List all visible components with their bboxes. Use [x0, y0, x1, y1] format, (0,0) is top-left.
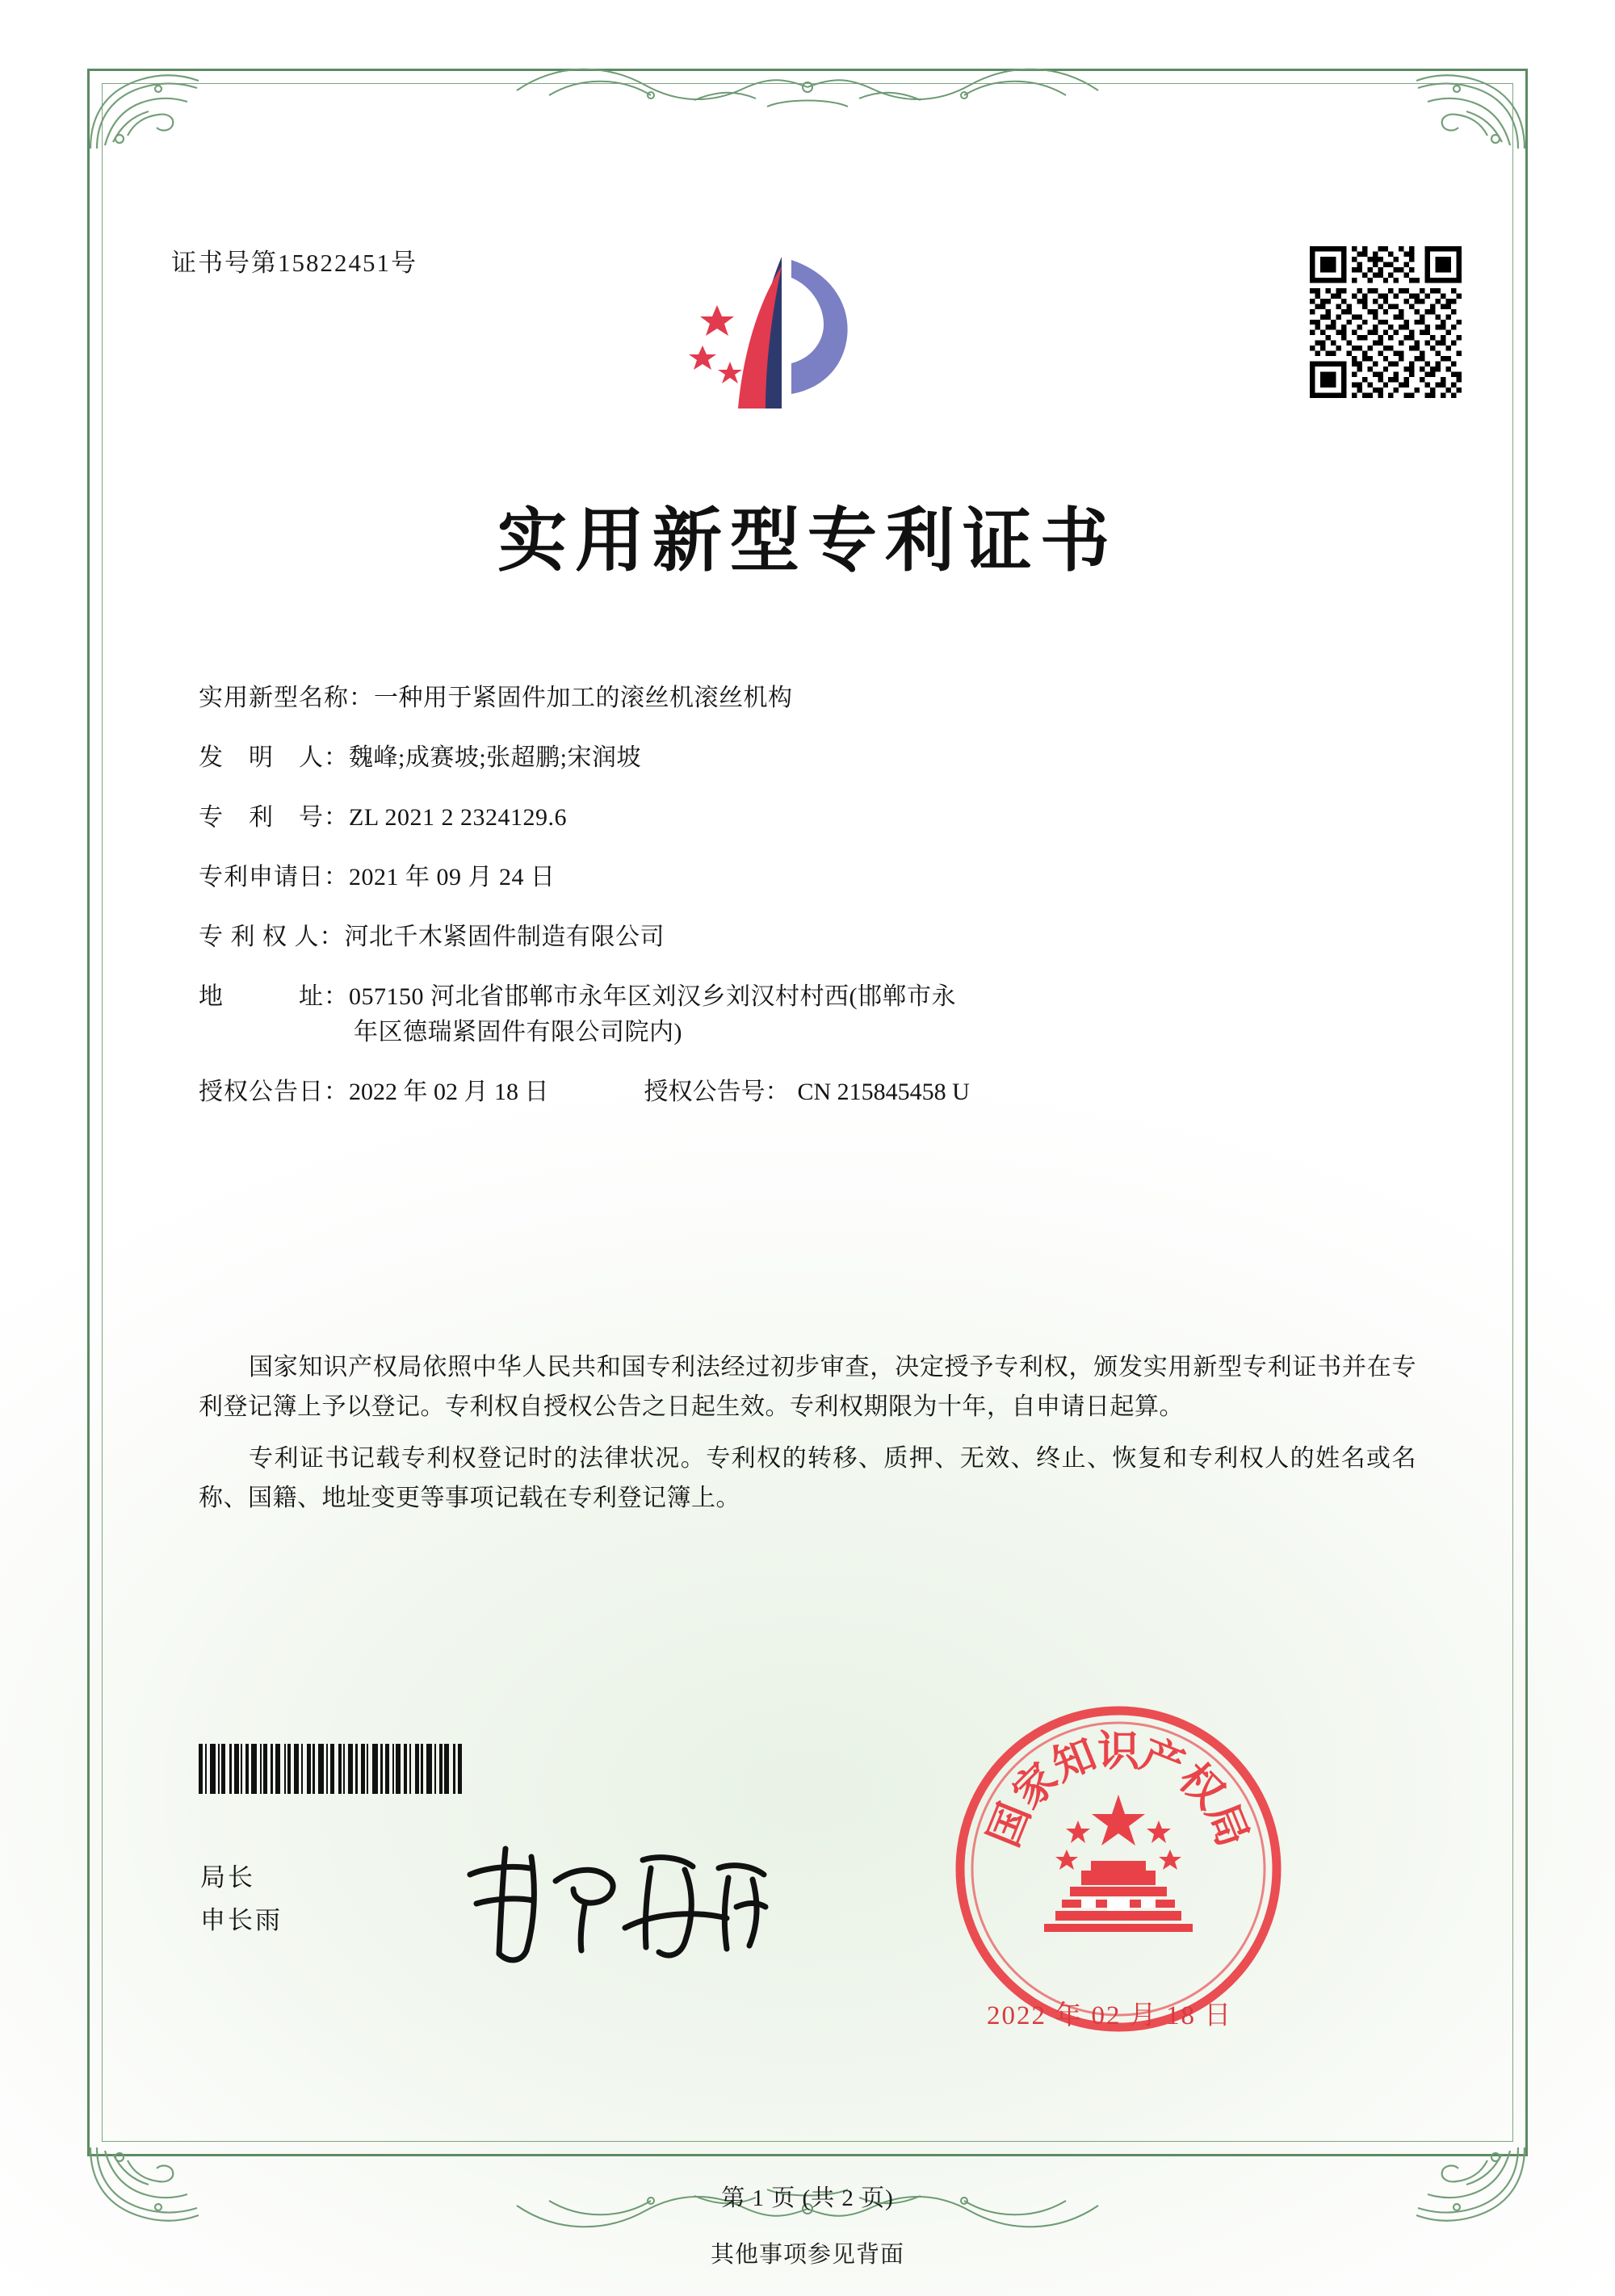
cnipa-logo	[685, 242, 895, 428]
field-value: 2021 年 09 月 24 日	[349, 864, 556, 890]
legal-paragraph-2: 专利证书记载专利权登记时的法律状况。专利权的转移、质押、无效、终止、恢复和专利权人的姓名或名称、国籍、地址变更等事项记载在专利登记簿上。	[199, 1445, 1416, 1511]
field-label: 地 址：	[199, 983, 349, 1010]
field-address	[199, 985, 1410, 1045]
top-flourish-ornament	[501, 58, 1114, 118]
svg-text:知: 知	[1047, 1731, 1103, 1791]
field-list	[199, 686, 1410, 1140]
field-patent-number	[199, 806, 1410, 830]
field-value: 魏峰;成赛坡;张超鹏;宋润坡	[349, 744, 642, 771]
cnipa-official-seal	[949, 1699, 1288, 2038]
field-value: 一种用于紧固件加工的滚丝机滚丝机构	[374, 685, 793, 711]
footer-note: 其他事项参见背面	[710, 2242, 904, 2268]
field-label: 专 利 号：	[199, 804, 349, 831]
field-label: 专 利 权 人：	[199, 924, 345, 950]
director-signature	[452, 1833, 791, 1970]
seal-date: 2022 年 02 月 18 日	[987, 2001, 1233, 2030]
field-utility-model-name	[199, 686, 1410, 710]
field-value: 河北千木紧固件制造有限公司	[344, 924, 665, 950]
director-name-label: 申长雨	[200, 1905, 283, 1934]
certificate-number: 证书号第15822451号	[171, 249, 417, 277]
address-line-2: 年区德瑞紧固件有限公司院内)	[354, 1019, 682, 1045]
corner-ornament-top-left	[84, 65, 205, 153]
field-patentee	[199, 925, 1410, 949]
corner-ornament-top-right	[1410, 65, 1531, 153]
grant-number-value: CN 215845458 U	[797, 1079, 970, 1105]
field-label: 发 明 人：	[199, 744, 349, 771]
svg-text:产: 产	[1134, 1731, 1190, 1791]
page-title: 实用新型专利证书	[497, 502, 1118, 580]
page-number: 第 1 页 (共 2 页)	[721, 2185, 894, 2211]
address-line-1: 057150 河北省邯郸市永年区刘汉乡刘汉村村西(邯郸市永	[349, 983, 956, 1010]
qr-code	[1310, 246, 1462, 398]
legal-paragraph-1: 国家知识产权局依照中华人民共和国专利法经过初步审查，决定授予专利权，颁发实用新型专利证书并在专利登记簿上予以登记。专利权自授权公告之日起生效。专利权期限为十年，自申请日起算。	[199, 1354, 1416, 1420]
barcode	[199, 1744, 602, 1794]
field-label: 专利申请日：	[199, 864, 349, 890]
field-value: ZL 2021 2 2324129.6	[349, 804, 568, 831]
field-grant-row	[199, 1080, 1410, 1104]
signature-labels	[200, 1857, 283, 1942]
field-value-group	[349, 985, 1410, 1045]
svg-text:识: 识	[1097, 1729, 1140, 1775]
field-application-date	[199, 865, 1410, 890]
field-label: 实用新型名称：	[199, 685, 374, 711]
grant-number-label: 授权公告号：	[644, 1079, 790, 1105]
grant-date-label: 授权公告日：	[199, 1079, 349, 1105]
field-inventors	[199, 746, 1410, 770]
svg-text:权: 权	[1169, 1755, 1232, 1818]
director-title-label: 局长	[200, 1863, 255, 1892]
grant-date-value: 2022 年 02 月 18 日	[349, 1079, 549, 1105]
svg-text:局: 局	[1197, 1797, 1256, 1854]
svg-text:家: 家	[1005, 1755, 1068, 1818]
svg-text:国: 国	[980, 1797, 1040, 1854]
legal-text	[199, 1348, 1416, 1531]
